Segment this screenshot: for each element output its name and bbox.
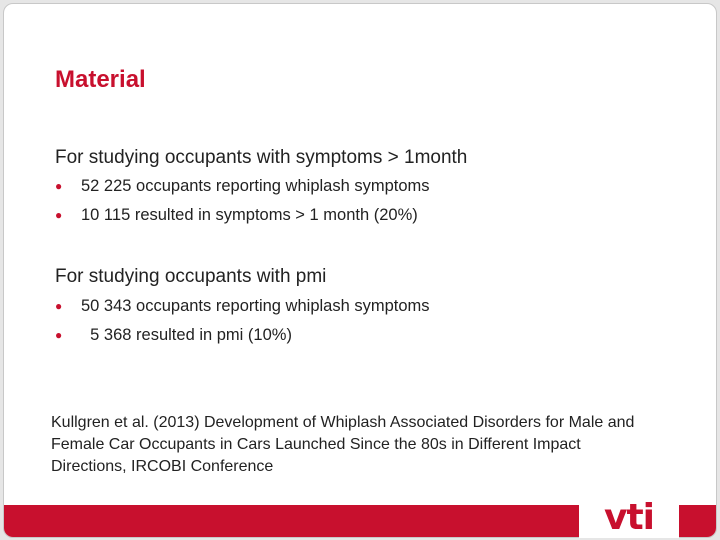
- vti-logo: [579, 498, 679, 538]
- slide-title: Material: [55, 66, 146, 93]
- bullet-text: 5 368 resulted in pmi (10%): [81, 326, 292, 344]
- list-item: [55, 321, 430, 350]
- citation: Kullgren et al. (2013) Development of Whiplash Associated Disorders for Male and Female Car Occupants in Cars Launched Since the 80s in Different Impact Directions, IRCOBI Conference: [51, 414, 635, 475]
- list-item: [55, 201, 430, 230]
- list-item: [55, 172, 430, 201]
- list-item: [55, 292, 430, 321]
- bullet-dot-icon: ●: [55, 299, 63, 313]
- bullet-text: 52 225 occupants reporting whiplash symptoms: [81, 177, 430, 195]
- bullet-text: 10 115 resulted in symptoms > 1 month (20%): [81, 206, 418, 224]
- slide: [3, 3, 717, 538]
- section-heading-symptoms: For studying occupants with symptoms > 1month: [55, 147, 468, 168]
- bullet-dot-icon: ●: [55, 179, 63, 193]
- bullet-list-pmi: [55, 292, 430, 350]
- bullet-dot-icon: ●: [55, 328, 63, 342]
- logo-text: vti: [603, 497, 654, 538]
- bullet-dot-icon: ●: [55, 208, 63, 222]
- bullet-text: 50 343 occupants reporting whiplash symptoms: [81, 297, 430, 315]
- bullet-list-symptoms: [55, 172, 430, 230]
- section-heading-pmi: For studying occupants with pmi: [55, 266, 327, 287]
